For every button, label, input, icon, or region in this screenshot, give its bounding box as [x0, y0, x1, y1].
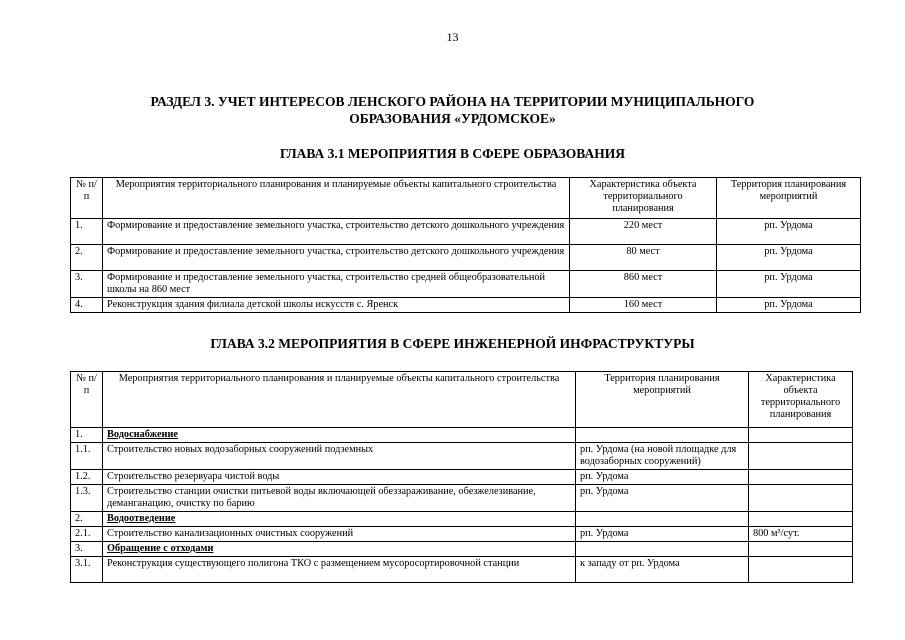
row-num: 1.2. [71, 470, 103, 485]
row-territory: рп. Урдома [576, 470, 749, 485]
row-num: 1. [71, 428, 103, 443]
row-characteristic [749, 428, 853, 443]
row-characteristic [749, 485, 853, 512]
header-characteristic: Характеристика объекта территориального планирования [570, 178, 717, 219]
header-characteristic: Характеристика объекта территориального планирования [749, 372, 853, 428]
group-row [71, 428, 853, 443]
row-num: 1. [71, 219, 103, 245]
table-row [71, 470, 853, 485]
row-territory [576, 428, 749, 443]
row-num: 3.1. [71, 557, 103, 583]
header-activity: Мероприятия территориального планирования и планируемые объекты капитального строительства [103, 372, 576, 428]
row-num: 4. [71, 298, 103, 313]
row-characteristic: 220 мест [570, 219, 717, 245]
row-territory: рп. Урдома [576, 527, 749, 542]
chapter1-title: ГЛАВА 3.1 МЕРОПРИЯТИЯ В СФЕРЕ ОБРАЗОВАНИЯ [280, 146, 625, 161]
row-characteristic [749, 542, 853, 557]
row-territory: рп. Урдома [717, 219, 861, 245]
table-row [71, 219, 861, 245]
row-territory: рп. Урдома [717, 271, 861, 298]
row-characteristic: 860 мест [570, 271, 717, 298]
row-num: 2.1. [71, 527, 103, 542]
table-row [71, 485, 853, 512]
section-title-line2: ОБРАЗОВАНИЯ «УРДОМСКОЕ» [349, 111, 556, 126]
row-activity: Водоснабжение [103, 428, 576, 443]
row-activity: Формирование и предоставление земельного участка, строительство детского дошкольного учреждения [103, 245, 570, 271]
row-activity: Реконструкция здания филиала детской школы искусств с. Яренск [103, 298, 570, 313]
row-num: 1.3. [71, 485, 103, 512]
table-row [71, 271, 861, 298]
row-characteristic: 160 мест [570, 298, 717, 313]
row-num: 2. [71, 512, 103, 527]
row-activity: Строительство станции очистки питьевой воды включающей обеззараживание, обезжелезивание, деманганацию, очистку по барию [103, 485, 576, 512]
group-row [71, 512, 853, 527]
row-activity: Формирование и предоставление земельного участка, строительство средней общеобразовательной школы на 860 мест [103, 271, 570, 298]
header-activity: Мероприятия территориального планирования и планируемые объекты капитального строительства [103, 178, 570, 219]
education-table [70, 177, 861, 313]
row-num: 3. [71, 542, 103, 557]
row-territory [576, 542, 749, 557]
row-activity: Строительство резервуара чистой воды [103, 470, 576, 485]
table-header-row [71, 372, 853, 428]
row-num: 3. [71, 271, 103, 298]
header-territory: Территория планирования мероприятий [717, 178, 861, 219]
section-title [60, 93, 845, 127]
row-activity: Обращение с отходами [103, 542, 576, 557]
header-num: № п/п [71, 372, 103, 428]
row-characteristic: 800 м³/сут. [749, 527, 853, 542]
row-activity: Водоотведение [103, 512, 576, 527]
row-activity: Реконструкция существующего полигона ТКО с размещением мусоросортировочной станции [103, 557, 576, 583]
row-characteristic [749, 557, 853, 583]
row-activity: Строительство новых водозаборных сооружений подземных [103, 443, 576, 470]
table-row [71, 298, 861, 313]
row-territory: рп. Урдома [717, 298, 861, 313]
table-header-row [71, 178, 861, 219]
row-territory: рп. Урдома [576, 485, 749, 512]
header-num: № п/п [71, 178, 103, 219]
row-characteristic: 80 мест [570, 245, 717, 271]
table-row [71, 527, 853, 542]
row-territory [576, 512, 749, 527]
row-territory: рп. Урдома (на новой площадке для водозаборных сооружений) [576, 443, 749, 470]
row-num: 1.1. [71, 443, 103, 470]
table-row [71, 443, 853, 470]
row-characteristic [749, 470, 853, 485]
table-row [71, 557, 853, 583]
row-territory: к западу от рп. Урдома [576, 557, 749, 583]
infrastructure-table [70, 371, 853, 583]
chapter2-title: ГЛАВА 3.2 МЕРОПРИЯТИЯ В СФЕРЕ ИНЖЕНЕРНОЙ ИНФРАСТРУКТУРЫ [210, 336, 695, 351]
row-num: 2. [71, 245, 103, 271]
row-characteristic [749, 512, 853, 527]
section-title-line1: РАЗДЕЛ 3. УЧЕТ ИНТЕРЕСОВ ЛЕНСКОГО РАЙОНА НА ТЕРРИТОРИИ МУНИЦИПАЛЬНОГО [150, 94, 755, 109]
page-number: 13 [446, 30, 459, 44]
row-activity: Формирование и предоставление земельного участка, строительство детского дошкольного учреждения [103, 219, 570, 245]
header-territory: Территория планирования мероприятий [576, 372, 749, 428]
row-characteristic [749, 443, 853, 470]
row-territory: рп. Урдома [717, 245, 861, 271]
table-row [71, 245, 861, 271]
row-activity: Строительство канализационных очистных сооружений [103, 527, 576, 542]
group-row [71, 542, 853, 557]
